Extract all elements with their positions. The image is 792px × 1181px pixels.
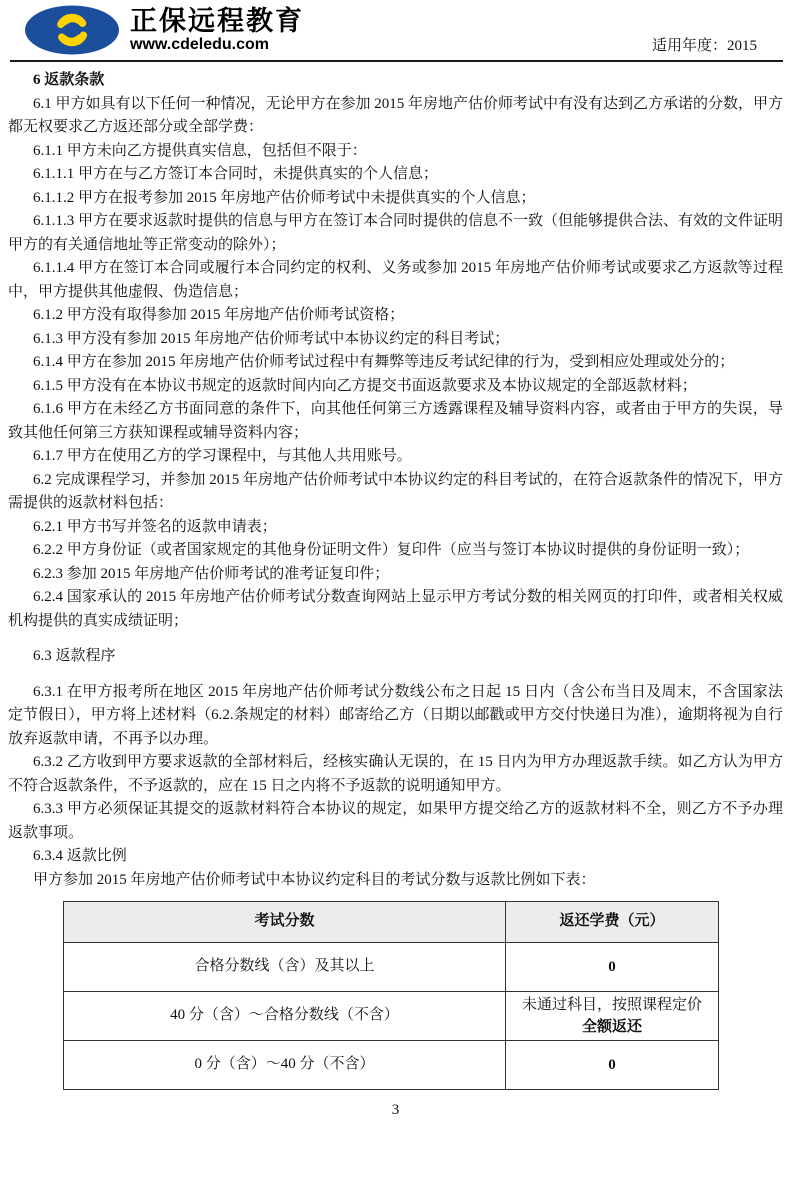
score-range-cell: 40 分（含）～合格分数线（不含） bbox=[64, 992, 506, 1041]
brand-url: www.cdeledu.com bbox=[130, 36, 269, 53]
clause-number: 6.1.1.1 bbox=[33, 166, 75, 182]
clause-text: 完成课程学习，并参加 2015 年房地产估价师考试中本协议约定的科目考试的，在符合返款条件的情况下，甲方需提供的返款材料包括： bbox=[8, 471, 784, 511]
refund-table-header-row bbox=[64, 902, 719, 943]
page-number: 3 bbox=[391, 1102, 400, 1118]
company-logo-icon bbox=[23, 4, 121, 56]
clause-number: 6.1.2 bbox=[33, 307, 63, 323]
clause-number: 6.3.4 bbox=[33, 848, 63, 864]
refund-amount-cell bbox=[506, 1041, 719, 1090]
clause-text: 在甲方报考所在地区 2015 年房地产估价师考试分数线公布之日起 15 日内（含公布当日及周末，不含国家法定节假日），甲方将上述材料（6.2.条规定的材料）邮寄给乙方（日期以邮戳或甲方交付快递日为准），逾期将视为自行放弃返款申请，不再予以办理。 bbox=[8, 683, 783, 747]
clause-paragraph bbox=[8, 69, 783, 93]
clause-number: 6.1.3 bbox=[33, 330, 63, 347]
clause-paragraph bbox=[8, 586, 783, 633]
clause-paragraph bbox=[8, 351, 783, 375]
score-range-cell: 0 分（含）～40 分（不含） bbox=[64, 1041, 506, 1090]
clause-text: 甲方未向乙方提供真实信息，包括但不限于： bbox=[66, 142, 367, 159]
clause-text: 甲方在使用乙方的学习课程中，与其他人共用账号。 bbox=[66, 448, 412, 464]
clause-text: 国家承认的 2015 年房地产估价师考试分数查询网站上显示甲方考试分数的相关网页的打印件，或者相关权威机构提供的真实成绩证明； bbox=[8, 589, 784, 629]
clause-number: 6 bbox=[33, 72, 41, 88]
brand-name: 正保远程教育 bbox=[130, 6, 304, 36]
refund-table-row bbox=[64, 943, 719, 992]
clause-number: 6.1 bbox=[33, 95, 52, 112]
clause-paragraph bbox=[8, 210, 783, 257]
clause-text: 甲方在报考参加 2015 年房地产估价师考试中未提供真实的个人信息； bbox=[78, 189, 536, 206]
refund-table-row bbox=[64, 992, 719, 1041]
clause-text: 甲方在签订本合同或履行本合同约定的权利、义务或参加 2015 年房地产估价师考试或要求乙方返款等过程中，甲方提供其他虚假、伪造信息； bbox=[8, 260, 783, 300]
clause-number: 6.2.2 bbox=[33, 542, 63, 558]
clause-number: 6.1.6 bbox=[33, 401, 63, 417]
clause-paragraph bbox=[8, 539, 783, 563]
clause-text: 甲方没有取得参加 2015 年房地产估价师考试资格； bbox=[66, 307, 405, 323]
clause-paragraph bbox=[8, 304, 783, 328]
clause-text: 参加 2015 年房地产估价师考试的准考证复印件； bbox=[66, 565, 390, 582]
clause-text: 甲方没有参加 2015 年房地产估价师考试中本协议约定的科目考试； bbox=[66, 330, 510, 347]
clause-text: 甲方在要求返款时提供的信息与甲方在签订本合同时提供的信息不一致（但能够提供合法、有效的文件证明甲方的有关通信地址等正常变动的除外）； bbox=[8, 213, 784, 253]
clause-paragraph bbox=[8, 93, 783, 140]
clause-text: 乙方收到甲方要求返款的全部材料后，经核实确认无误的，在 15 日内为甲方办理返款手续。如乙方认为甲方不符合返款条件，不予返款的，应在 15 日之内将不予返款的说明通知甲方。 bbox=[8, 754, 783, 794]
clause-number: 6.1.1 bbox=[33, 142, 63, 159]
clause-text: 返款条款 bbox=[44, 72, 105, 88]
clause-number: 6.1.1.2 bbox=[33, 189, 75, 206]
refund-table bbox=[63, 901, 719, 1090]
brand-text bbox=[130, 6, 304, 54]
clause-paragraph bbox=[8, 140, 783, 164]
clause-paragraph bbox=[8, 328, 783, 352]
clause-number: 6.3.3 bbox=[33, 801, 63, 817]
clause-number: 6.1.7 bbox=[33, 448, 63, 464]
clause-text: 返款程序 bbox=[55, 648, 116, 664]
clause-number: 6.1.1.3 bbox=[33, 213, 75, 229]
refund-amount-line: 全额返还 bbox=[581, 1019, 642, 1035]
clause-number: 6.1.4 bbox=[33, 354, 63, 370]
clause-number: 6.1.1.4 bbox=[33, 260, 75, 276]
contract-body bbox=[0, 62, 792, 1123]
clause-number: 6.3 bbox=[33, 648, 52, 664]
clause-paragraph bbox=[8, 163, 783, 187]
refund-amount-cell bbox=[506, 943, 719, 992]
clause-number: 6.1.5 bbox=[33, 377, 63, 394]
refund-amount-cell bbox=[506, 992, 719, 1041]
refund-table-header-refund: 返还学费（元） bbox=[506, 902, 719, 943]
clause-text: 甲方没有在本协议书规定的返款时间内向乙方提交书面返款要求及本协议规定的全部返款材料； bbox=[66, 377, 697, 394]
refund-amount-line: 未通过科目，按照课程定价 bbox=[521, 997, 702, 1013]
clause-number: 6.2 bbox=[33, 471, 52, 488]
clause-paragraph bbox=[8, 375, 783, 399]
page-header bbox=[10, 0, 783, 62]
clause-paragraph bbox=[8, 645, 783, 669]
clause-paragraph bbox=[8, 516, 783, 540]
refund-amount-line: 0 bbox=[608, 959, 616, 975]
clause-number: 6.2.3 bbox=[33, 565, 63, 582]
clause-paragraph bbox=[8, 681, 783, 752]
clause-number: 6.3.2 bbox=[33, 754, 63, 770]
clause-number: 6.2.4 bbox=[33, 589, 63, 605]
refund-amount-line: 0 bbox=[608, 1057, 616, 1073]
clause-paragraph bbox=[8, 563, 783, 587]
clause-text: 甲方在与乙方签订本合同时，未提供真实的个人信息； bbox=[78, 166, 439, 182]
clause-text: 甲方在未经乙方书面同意的条件下，向其他任何第三方透露课程及辅导资料内容，或者由于甲方的失误，导致其他任何第三方获知课程或辅导资料内容； bbox=[8, 401, 784, 441]
clause-text: 甲方如具有以下任何一种情况，无论甲方在参加 2015 年房地产估价师考试中有没有达到乙方承诺的分数，甲方都无权要求乙方返还部分或全部学费： bbox=[8, 95, 784, 135]
clause-paragraph bbox=[8, 257, 783, 304]
clause-number: 6.3.1 bbox=[33, 683, 63, 700]
clause-text: 甲方在参加 2015 年房地产估价师考试过程中有舞弊等违反考试纪律的行为，受到相应处理或处分的； bbox=[66, 354, 735, 370]
clause-paragraph bbox=[8, 445, 783, 469]
clause-text: 甲方必须保证其提交的返款材料符合本协议的规定，如果甲方提交给乙方的返款材料不全，则乙方不予办理返款事项。 bbox=[8, 801, 784, 841]
clauses-container bbox=[8, 69, 783, 869]
clause-paragraph bbox=[8, 398, 783, 445]
refund-table-header-score: 考试分数 bbox=[64, 902, 506, 943]
brand-logo-block bbox=[23, 4, 304, 56]
score-range-cell: 合格分数线（含）及其以上 bbox=[64, 943, 506, 992]
clause-paragraph bbox=[8, 187, 783, 211]
clause-paragraph bbox=[8, 469, 783, 516]
applicable-year-label: 适用年度：2015 bbox=[651, 38, 757, 54]
clause-paragraph bbox=[8, 845, 783, 869]
clause-paragraph bbox=[8, 751, 783, 798]
clause-number: 6.2.1 bbox=[33, 518, 63, 535]
clause-text: 返款比例 bbox=[66, 848, 127, 864]
clause-text: 甲方身份证（或者国家规定的其他身份证明文件）复印件（应当与签订本协议时提供的身份证明一致）； bbox=[66, 542, 750, 558]
table-intro-paragraph: 甲方参加 2015 年房地产估价师考试中本协议约定科目的考试分数与返款比例如下表： bbox=[33, 871, 596, 888]
refund-table-row bbox=[64, 1041, 719, 1090]
clause-text: 甲方书写并签名的返款申请表； bbox=[66, 518, 277, 535]
clause-paragraph bbox=[8, 798, 783, 845]
